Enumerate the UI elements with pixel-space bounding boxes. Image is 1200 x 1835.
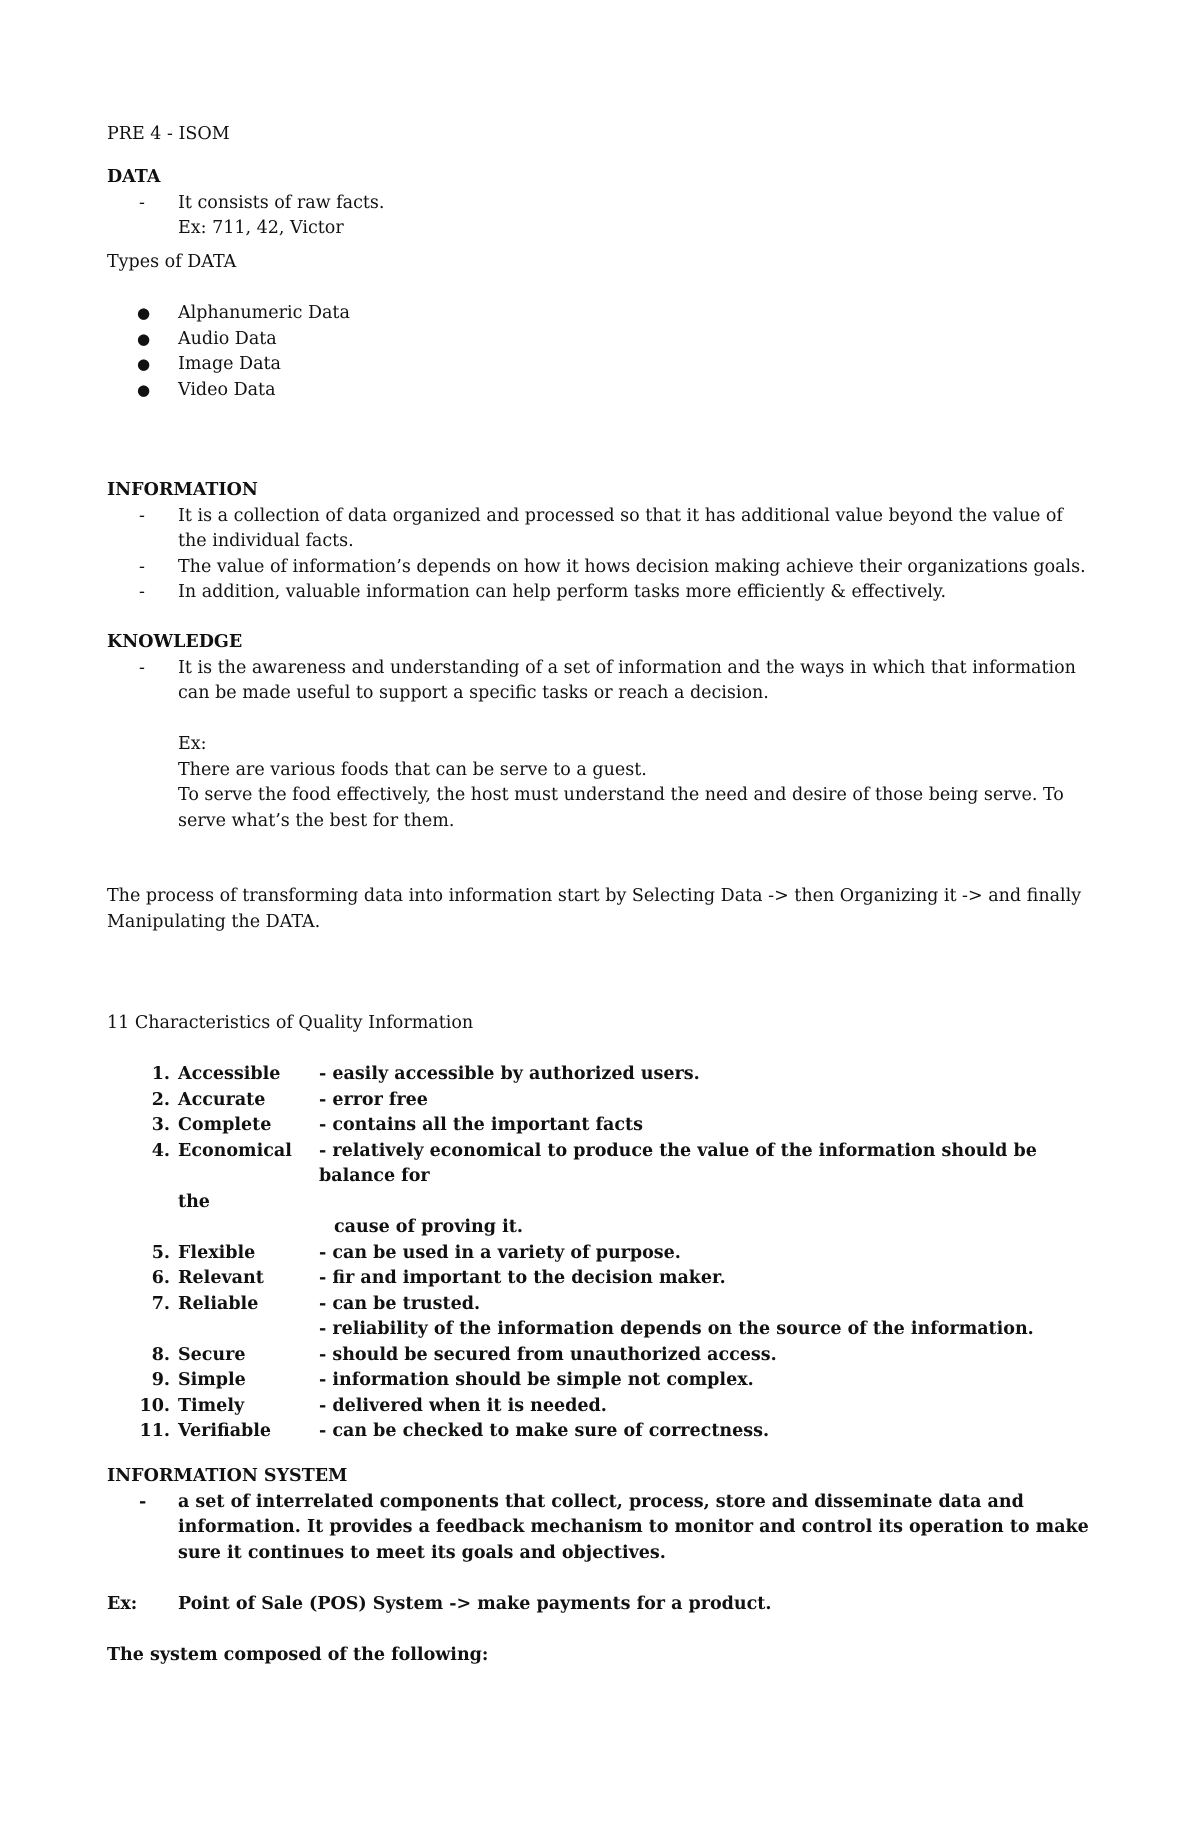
data-section <box>107 165 1097 242</box>
information-list <box>107 504 1097 606</box>
knowledge-list <box>107 656 1097 707</box>
list-item: cause of proving it. <box>334 1217 523 1237</box>
list-item: - It is a collection of data organized and processed so that it has additional value beyond the value of the individual facts. <box>139 505 1063 551</box>
data-list <box>107 191 1097 217</box>
example-line: To serve the food effectively, the host must understand the need and desire of those being serve. To serve what’s the best for them. <box>178 785 1064 831</box>
characteristics-heading: 11 Characteristics of Quality Information <box>107 1013 474 1033</box>
list-item: ● Audio Data <box>107 327 1097 353</box>
information-system-list <box>107 1490 1097 1567</box>
list-item: ● Video Data <box>107 378 1097 404</box>
list-item: 4. Economical - relatively economical to produce the value of the information should be balance for <box>151 1140 1037 1186</box>
list-item: - The value of information’s depends on how it hows decision making achieve their organizations goals. <box>139 556 1086 577</box>
types-list <box>107 301 1097 403</box>
list-item: - a set of interrelated components that collect, process, store and disseminate data and information. It provides a feedback mechanism to monitor and control its operation to make sure it continues to meet its goals and objectives. <box>139 1491 1089 1563</box>
information-system-example <box>107 1592 1097 1618</box>
system-composed-text: The system composed of the following: <box>107 1645 489 1665</box>
list-item: - reliability of the information depends on the source of the information. <box>319 1319 1034 1339</box>
list-item: ● Image Data <box>107 352 1097 378</box>
list-item: 8. Secure - should be secured from unauthorized access. <box>151 1344 777 1365</box>
list-item: 3. Complete - contains all the important facts <box>151 1115 643 1135</box>
data-example: Ex: 711, 42, Victor <box>178 218 344 238</box>
example-label: Ex: <box>107 1594 138 1614</box>
bullet-icon: ● <box>137 304 151 322</box>
list-item: - It is the awareness and understanding of a set of information and the ways in which that information can be made useful to support a specific tasks or reach a decision. <box>139 657 1076 703</box>
characteristics-list <box>107 1062 1097 1445</box>
bullet-icon: ● <box>137 329 151 348</box>
information-heading: INFORMATION <box>107 480 258 500</box>
types-heading: Types of DATA <box>107 252 237 272</box>
knowledge-heading: KNOWLEDGE <box>107 632 243 652</box>
list-item: 2. Accurate - error free <box>151 1089 428 1110</box>
information-system-section <box>107 1464 1097 1566</box>
list-item: 7. Reliable - can be trusted. <box>151 1293 481 1314</box>
example-label: Ex: <box>178 734 207 754</box>
page-title: PRE 4 - ISOM <box>107 124 230 144</box>
information-system-heading: INFORMATION SYSTEM <box>107 1466 348 1486</box>
bullet-icon: ● <box>137 355 151 373</box>
process-paragraph: The process of transforming data into information start by Selecting Data -> then Organizing it -> and finally Manipulating the DATA. <box>107 886 1082 932</box>
example-line: There are various foods that can be serve to a guest. <box>178 759 647 780</box>
types-of-data-section <box>107 250 1097 276</box>
example-text: Point of Sale (POS) System -> make payments for a product. <box>178 1594 772 1614</box>
list-item: 9. Simple - information should be simple not complex. <box>151 1370 754 1390</box>
bullet-icon: ● <box>137 380 151 399</box>
list-item: ● Alphanumeric Data <box>107 301 1097 327</box>
list-item: 10. Timely - delivered when it is needed. <box>139 1395 607 1416</box>
list-item: - It consists of raw facts. <box>139 192 385 213</box>
list-item: - In addition, valuable information can help perform tasks more efficiently & effectively. <box>139 582 947 602</box>
list-item: the <box>178 1191 210 1212</box>
knowledge-example <box>107 732 1097 834</box>
information-section <box>107 478 1097 606</box>
list-item: 1. Accessible - easily accessible by authorized users. <box>151 1064 700 1084</box>
list-item: 6. Relevant - fir and important to the decision maker. <box>151 1268 726 1288</box>
data-heading: DATA <box>107 167 161 187</box>
list-item: 5. Flexible - can be used in a variety of purpose. <box>151 1242 681 1263</box>
knowledge-section <box>107 630 1097 707</box>
list-item: 11. Verifiable - can be checked to make sure of correctness. <box>139 1421 770 1441</box>
